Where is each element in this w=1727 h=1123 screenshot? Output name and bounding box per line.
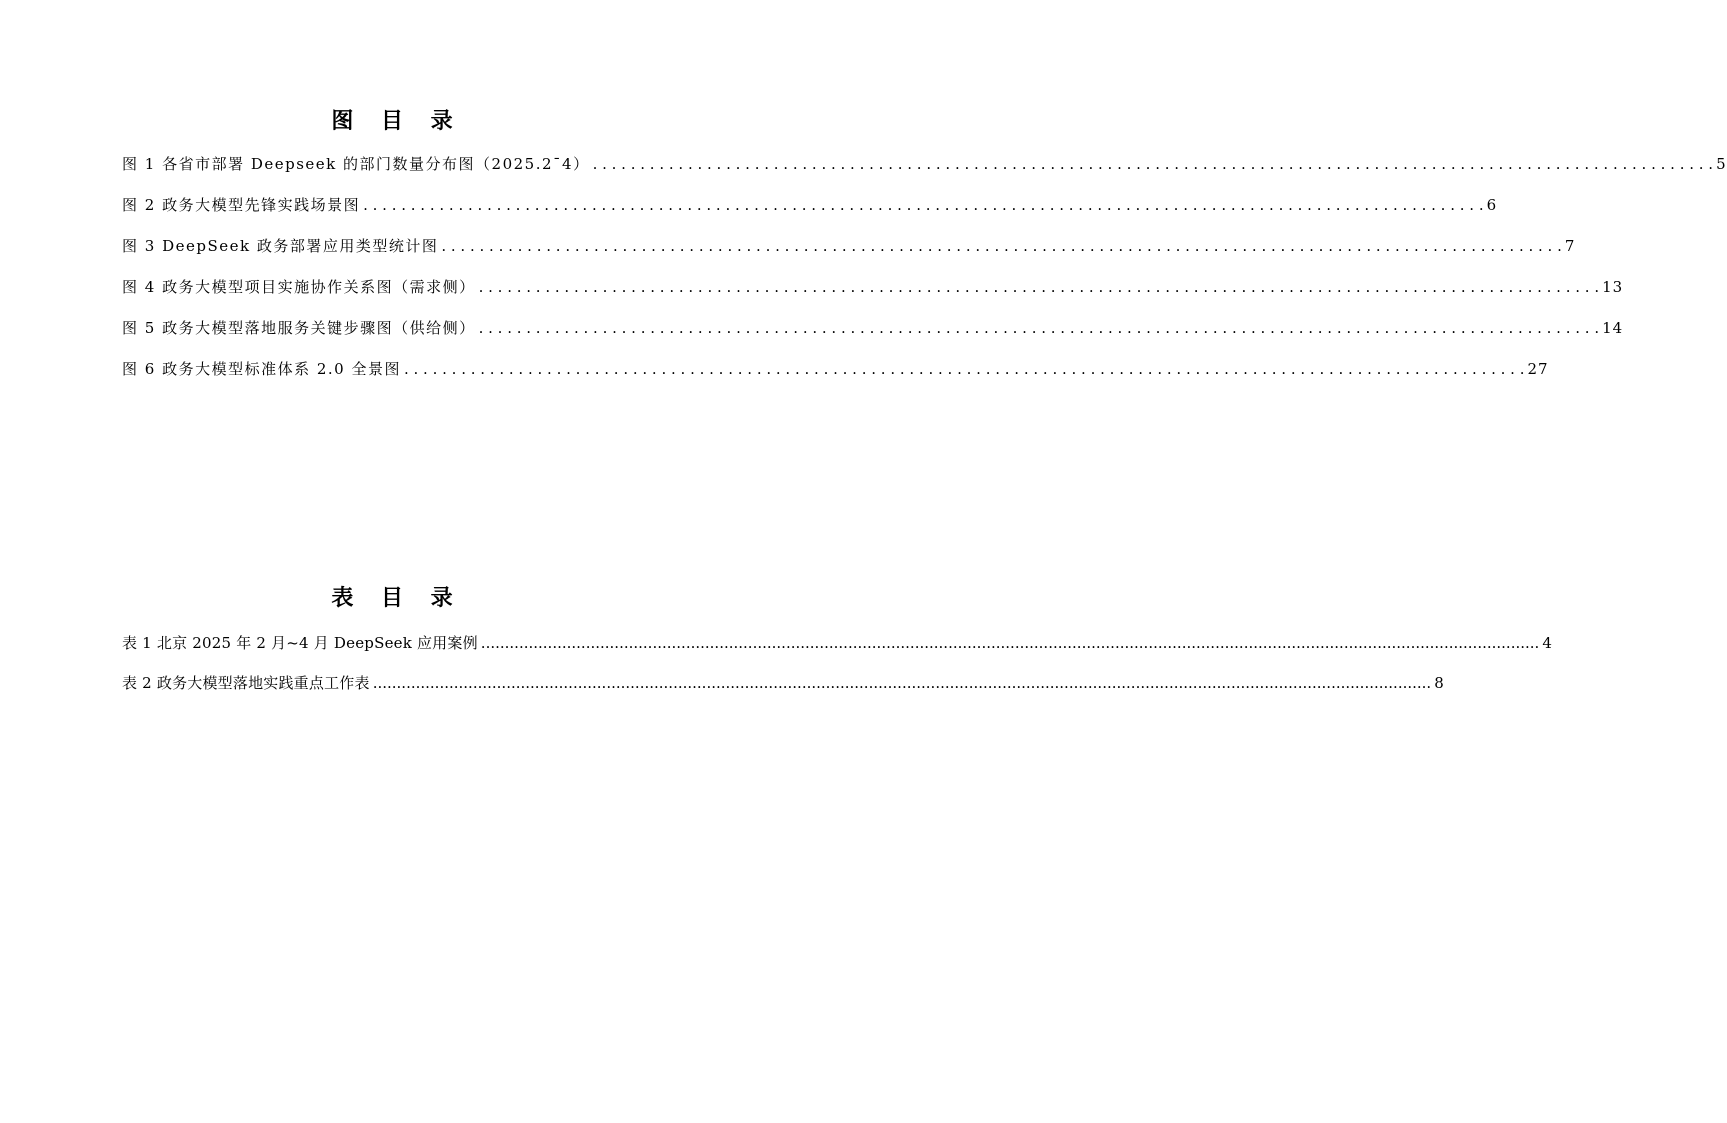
toc-entry-label: 图 6 政务大模型标准体系 2.0 全景图 (122, 360, 401, 378)
toc-entry-table-1[interactable] (122, 631, 1553, 671)
toc-entry-label: 图 5 政务大模型落地服务关键步骤图（供给侧） (122, 319, 476, 337)
toc-dot-leader (441, 234, 1562, 258)
toc-dot-leader (363, 193, 1484, 217)
toc-entry-page: 4 (1542, 634, 1553, 652)
toc-entry-figure-4[interactable] (122, 275, 1624, 316)
toc-entry-label: 表 1 北京 2025 年 2 月~4 月 DeepSeek 应用案例 (122, 634, 478, 652)
toc-entry-page: 13 (1602, 278, 1624, 296)
toc-entry-label: 图 3 DeepSeek 政务部署应用类型统计图 (122, 237, 439, 255)
toc-dot-leader (404, 357, 1525, 381)
toc-entry-label: 图 4 政务大模型项目实施协作关系图（需求侧） (122, 278, 476, 296)
tables-toc-list (122, 631, 1553, 711)
toc-dot-leader (481, 631, 1540, 655)
toc-entry-figure-2[interactable] (122, 193, 1498, 234)
toc-entry-page: 7 (1564, 237, 1576, 255)
toc-entry-figure-6[interactable] (122, 357, 1549, 398)
toc-entry-figure-5[interactable] (122, 316, 1624, 357)
toc-entry-page: 8 (1434, 674, 1445, 692)
toc-dot-leader (373, 671, 1432, 695)
toc-entry-label: 图 1 各省市部署 Deepseek 的部门数量分布图（2025.2¯4） (122, 155, 590, 173)
tables-toc-title: 表 目 录 (331, 586, 463, 611)
toc-entry-figure-3[interactable] (122, 234, 1576, 275)
toc-entry-label: 图 2 政务大模型先锋实践场景图 (122, 196, 361, 214)
toc-entry-page: 27 (1527, 360, 1549, 378)
toc-entry-label: 表 2 政务大模型落地实践重点工作表 (122, 674, 370, 692)
toc-dot-leader (593, 152, 1714, 176)
figures-toc-list (122, 152, 1727, 398)
toc-entry-page: 5 (1716, 155, 1727, 173)
toc-entry-page: 6 (1486, 196, 1498, 214)
toc-entry-table-2[interactable] (122, 671, 1445, 711)
toc-entry-page: 14 (1602, 319, 1624, 337)
toc-dot-leader (479, 316, 1600, 340)
figures-toc-title: 图 目 录 (331, 109, 463, 134)
toc-dot-leader (479, 275, 1600, 299)
toc-entry-figure-1[interactable] (122, 152, 1727, 193)
